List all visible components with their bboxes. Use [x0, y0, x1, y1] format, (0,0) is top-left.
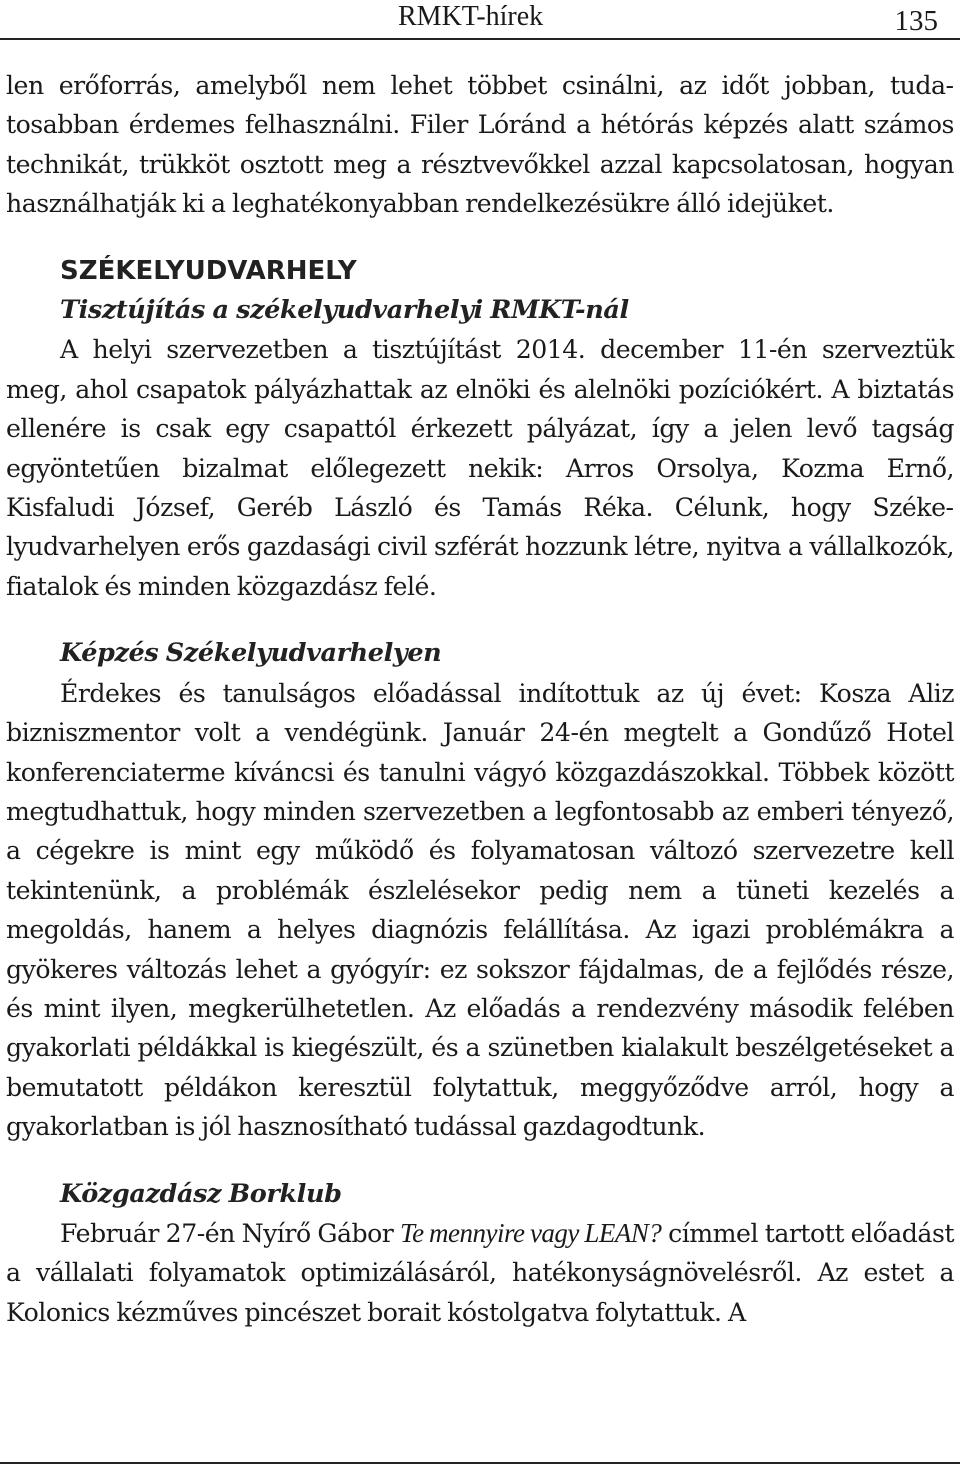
section-szekelyudvarhely: [6, 252, 954, 607]
section-subheading: Képzés Székelyudvarhelyen: [60, 638, 442, 669]
section-paragraph: [6, 1214, 954, 1332]
paragraph-text-start: Február 27-én Nyírő Gábor: [60, 1218, 401, 1248]
page-number: 135: [894, 5, 938, 37]
section-paragraph: A helyi szervezetben a tisztújítást 2014. december 11-én szerveztük meg, ahol csapatok pályázhattak az elnöki és alelnöki pozíciókért. A biztatás ellenére is csak egy csapattól érkezett pályázat, így a jelen levő tagság egyöntetűen bizalmat előlegezett nekik: Arros Orsolya, Kozma Ernő, Kisfaludi József, Geréb László és Tamás Réka. Célunk, hogy Székelyudvarhelyen erős gazdasági civil szférát hozzunk létre, nyitva a vállalkozók, fiatalok és minden közgazdász felé.: [6, 335, 954, 601]
section-spacer: [6, 1147, 954, 1175]
intro-paragraph: len erőforrás, amelyből nem lehet többet csinálni, az időt jobban, tudatosabban érdemes felhasználni. Filer Lóránd a hétórás képzés alatt számos technikát, trükköt osztott meg a résztvevőkkel azzal kapcsolatosan, hogyan használhatják ki a leghatékonyabban rendelkezésükre álló idejüket.: [6, 71, 954, 219]
paragraph-text-end: címmel tartott előadást a vállalati folyamatok optimizálásáról, hatékonyságnövelésről. Az estet a Kolonics kézműves pincészet borait kóstolgatva folytattuk. A: [6, 1218, 954, 1327]
section-spacer: [6, 606, 954, 634]
section-borklub: [6, 1175, 954, 1333]
section-paragraph: Érdekes és tanulságos előadással indítottuk az új évet: Kosza Aliz bizniszmentor volt a vendégünk. Január 24-én megtelt a Gondűző Hotel konferenciaterme kíváncsi és tanulni vágyó közgazdászokkal. Többek között megtudhattuk, hogy minden szervezetben a legfontosabb az emberi tényező, a cégekre is mint egy működő és folyamatosan változó szervezetre kell tekintenünk, a problémák észlelésekor pedig nem a tüneti kezelés a megoldás, hanem a helyes diagnózis felállítása. Az igazi problémákra a gyökeres változás lehet a gyógyír: ez sokszor fájdalmas, de a fejlődés része, és mint ilyen, megkerülhetetlen. Az előadás a rendezvény második felében gyakorlati példákkal is kiegészült, és a szünetben kialakult beszélgetéseket a bemutatott példákon keresztül folytattuk, meggyőződve arról, hogy a gyakorlatban is jól hasznosítható tudással gazdagodtunk.: [6, 678, 954, 1142]
lecture-title: Te mennyire vagy LEAN?: [400, 1217, 662, 1248]
header-divider: [0, 38, 960, 40]
header-title: RMKT-hírek: [398, 1, 544, 32]
section-subheading: Közgazdász Borklub: [60, 1178, 342, 1209]
footer-divider: [0, 1462, 960, 1464]
running-header: [0, 0, 960, 40]
section-subheading: Tisztújítás a székelyudvarhelyi RMKT-nál: [60, 295, 629, 326]
section-kepzes: [6, 634, 954, 1146]
section-spacer: [6, 224, 954, 252]
article-body: [6, 66, 954, 1332]
place-heading: SZÉKELYUDVARHELY: [60, 255, 357, 286]
